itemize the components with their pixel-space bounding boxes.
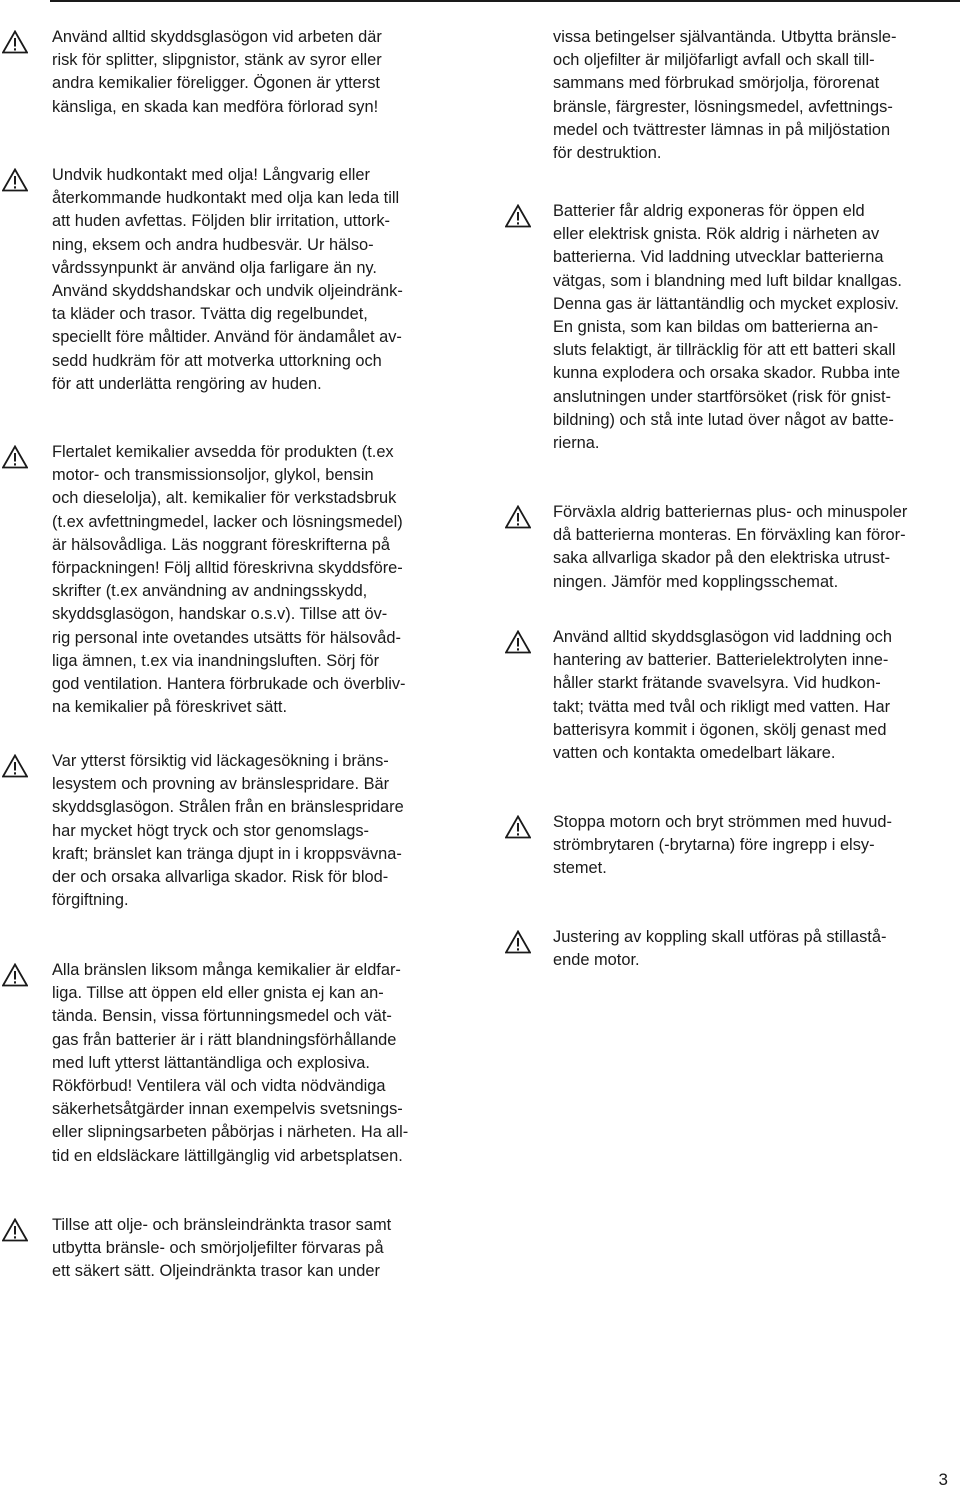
warning-text: Flertalet kemikalier avsedda för produkten (t.ex motor- och transmissionsoljor, glykol, bensin och dieselolja), alt. kemikalier för verkstadsbruk (t.ex avfettningmedel, lacker och lösningsmedel) är hälsovådliga. Läs noggrant föreskrifterna på förpackningen! Följ alltid föreskrivna skyddsföre- skrifter (t.ex användning av andningsskydd, skyddsglasögon, handskar o.s.v). Tillse att öv- rig personal inte ovetandes utsätts för hälsovåd- liga ämnen, t.ex via inandningsluften. Sörj för god ventilation. Hantera förbrukade och överbliv- na kemikalier på föreskrivet sätt. <box>52 443 406 717</box>
warning-triangle-icon <box>2 1218 28 1242</box>
warning-triangle-icon <box>505 930 531 954</box>
warning-text: Stoppa motorn och bryt strömmen med huvud- strömbrytaren (-brytarna) före ingrepp i elsy- stemet. <box>553 813 892 878</box>
top-rule <box>50 0 960 2</box>
warning-text: Undvik hudkontakt med olja! Långvarig eller återkommande hudkontakt med olja kan leda till att huden avfettas. Följden blir irritation, uttork- ning, eksem och andra hudbesvär. Ur hälso- vårdssynpunkt är använd olja farligare än ny. Använd skyddshandskar och undvik oljeindränk- ta kläder och trasor. Tvätta dig regelbundet, speciellt före måltider. Använd för ändamålet av- sedd hudkräm för att motverka uttorkning och för att underlätta rengöring av huden. <box>52 166 403 393</box>
warning-triangle-icon <box>505 815 531 839</box>
warning-triangle-icon <box>2 445 28 469</box>
warning-text: Förväxla aldrig batteriernas plus- och minuspoler då batterierna monteras. En förväxling kan föror- saka allvarliga skador på den elektriska utrust- ningen. Jämför med kopplingsschemat. <box>553 503 908 591</box>
continuation-text: vissa betingelser självantända. Utbytta bränsle- och oljefilter är miljöfarligt avfall och skall till- sammans med förbrukad smörjolja, förorenat bränsle, färgrester, lösningsmedel, avfettnings- medel och tvättrester lämnas in på miljöstation för destruktion. <box>553 28 897 163</box>
page-number: 3 <box>938 1470 948 1489</box>
warning-text: Batterier får aldrig exponeras för öppen eld eller elektrisk gnista. Rök aldrig i närheten av batterierna. Vid laddning utvecklar batterierna vätgas, som i blandning med luft bildar knallgas. Denna gas är lättantändlig och mycket explosiv. En gnista, som kan bildas om batterierna an- sluts felaktigt, är tillräcklig för att ett batteri skall kunna explodera och orsaka skador. Rubba inte anslutningen under startförsöket (risk för gnist- bildning) och stå inte lutad över något av batte- rierna. <box>553 202 902 453</box>
warning-text: Använd alltid skyddsglasögon vid laddning och hantering av batterier. Batterielektrolyten inne- håller starkt frätande svavelsyra. Vid hudkon- takt; tvätta med tvål och rikligt med vatten. Har batterisyra kommit i ögonen, skölj genast med vatten och kontakta omedelbart läkare. <box>553 628 892 763</box>
warning-triangle-icon <box>505 630 531 654</box>
warning-triangle-icon <box>505 204 531 228</box>
warning-text: Använd alltid skyddsglasögon vid arbeten där risk för splitter, slipgnistor, stänk av syror eller andra kemikalier föreligger. Ögonen är ytterst känsliga, en skada kan medföra förlorad syn! <box>52 28 382 116</box>
warning-triangle-icon <box>2 963 28 987</box>
warning-triangle-icon <box>2 754 28 778</box>
warning-text: Tillse att olje- och bränsleindränkta trasor samt utbytta bränsle- och smörjoljefilter förvaras på ett säkert sätt. Oljeindränkta trasor kan under <box>52 1216 392 1281</box>
warning-text: Var ytterst försiktig vid läckagesökning i bräns- lesystem och provning av bränslespridare. Bär skyddsglasögon. Strålen från en bränslespridare har mycket högt tryck och stor genomslags- kraft; bränslet kan tränga djupt in i kroppsvävna- der och orsaka allvarliga skador. Risk för blod- förgiftning. <box>52 752 404 910</box>
warning-text: Alla bränslen liksom många kemikalier är eldfar- liga. Tillse att öppen eld eller gnista ej kan an- tända. Bensin, vissa förtunningsmedel och vät- gas från batterier är i rätt blandningsförhållande med luft ytterst lättantändliga och explosiva. Rökförbud! Ventilera väl och vidta nödvändiga säkerhetsåtgärder innan exempelvis svetsnings- eller slipningsarbeten påbörjas i närheten. Ha all- tid en eldsläckare lättillgänglig vid arbetsplatsen. <box>52 961 409 1165</box>
warning-triangle-icon <box>505 505 531 529</box>
warning-triangle-icon <box>2 168 28 192</box>
warning-text: Justering av koppling skall utföras på stillastå- ende motor. <box>553 928 887 970</box>
warning-triangle-icon <box>2 30 28 54</box>
